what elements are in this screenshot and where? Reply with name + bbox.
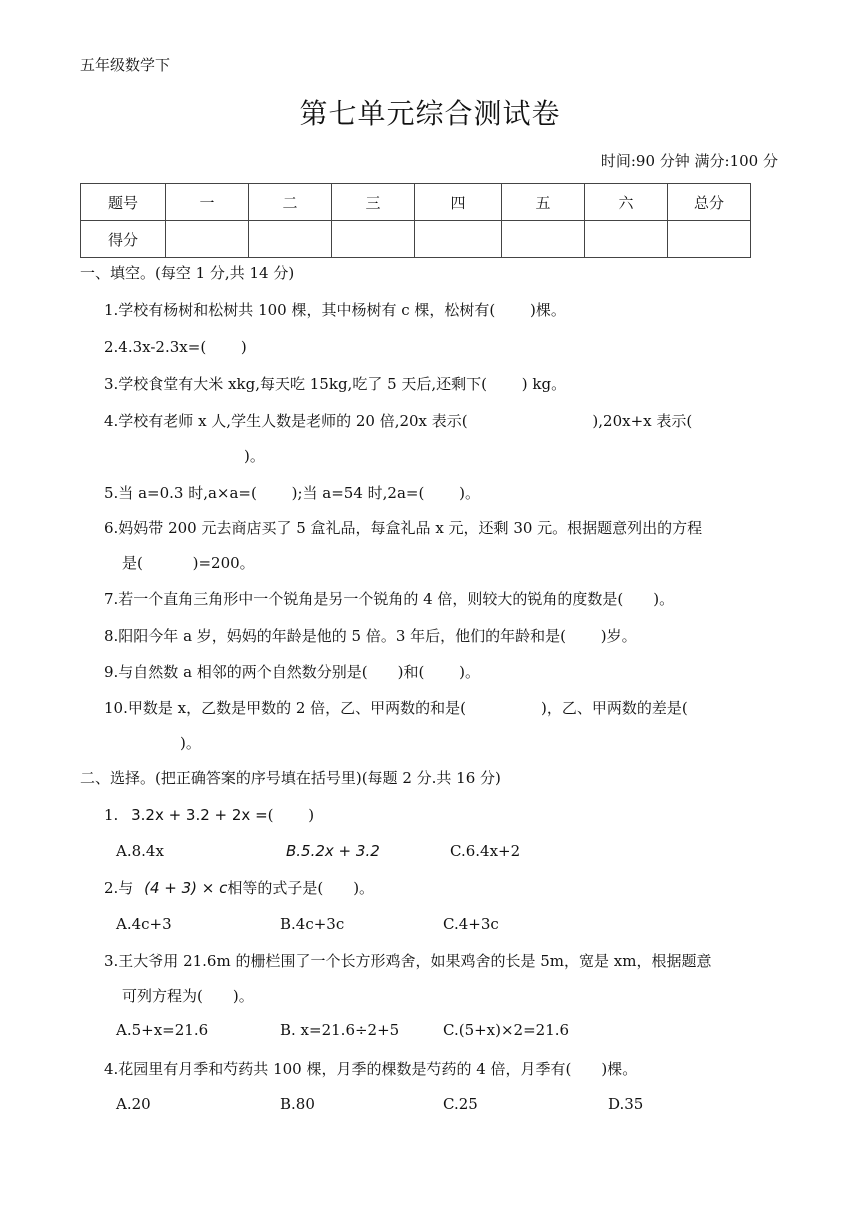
fill-question-6: 6.妈妈带 200 元去商店买了 5 盒礼品，每盒礼品 x 元，还剩 30 元。根据题意列出的方程 — [104, 519, 703, 537]
question-number: 1. — [104, 806, 119, 824]
score-cell: 三 — [332, 184, 415, 221]
choice-option-d[interactable]: D.35 — [608, 1095, 644, 1113]
math-expression: 3.2x + 3.2 + 2x = — [131, 806, 268, 824]
score-input-cell[interactable] — [332, 221, 415, 258]
fill-question-4: 4.学校有老师 x 人,学生人数是老师的 20 倍,20x 表示( ),20x+x 表示( — [104, 412, 693, 430]
fill-question-1: 1.学校有杨树和松树共 100 棵，其中杨树有 c 棵，松树有( )棵。 — [104, 301, 566, 319]
score-table-header-row — [81, 184, 751, 221]
choice-option-c[interactable]: C.4+3c — [443, 915, 499, 933]
fill-question-3: 3.学校食堂有大米 xkg,每天吃 15kg,吃了 5 天后,还剩下( ) kg。 — [104, 375, 567, 393]
score-input-cell[interactable] — [585, 221, 668, 258]
choice-option-a[interactable]: A.4c+3 — [116, 915, 172, 933]
choice-option-a[interactable]: A.20 — [116, 1095, 151, 1113]
exam-meta: 时间:90 分钟 满分:100 分 — [600, 152, 778, 170]
score-cell: 四 — [415, 184, 502, 221]
math-expression: (4 + 3) × c — [144, 879, 228, 897]
fill-question-8: 8.阳阳今年 a 岁，妈妈的年龄是他的 5 倍。3 年后，他们的年龄和是( )岁。 — [104, 627, 637, 645]
choice-option-b[interactable]: B.5.2x + 3.2 — [286, 842, 380, 860]
score-cell: 六 — [585, 184, 668, 221]
fill-question-9: 9.与自然数 a 相邻的两个自然数分别是( )和( )。 — [104, 663, 480, 681]
score-table — [80, 183, 751, 258]
fill-question-2: 2.4.3x-2.3x=( ) — [104, 338, 247, 356]
choice-question-3-cont: 可列方程为( )。 — [122, 987, 254, 1005]
score-input-cell[interactable] — [249, 221, 332, 258]
choice-question-1 — [104, 804, 314, 825]
choice-option-c[interactable]: C.6.4x+2 — [450, 842, 521, 860]
score-input-cell[interactable] — [502, 221, 585, 258]
score-input-cell[interactable] — [668, 221, 751, 258]
fill-question-10: 10.甲数是 x，乙数是甲数的 2 倍，乙、甲两数的和是( )，乙、甲两数的差是( — [104, 699, 688, 717]
choice-option-b[interactable]: B. x=21.6÷2+5 — [280, 1021, 400, 1039]
score-cell: 一 — [166, 184, 249, 221]
answer-blank: ( ) — [267, 806, 315, 824]
choice-option-c[interactable]: C.25 — [443, 1095, 478, 1113]
choice-option-a[interactable]: A.8.4x — [116, 842, 164, 860]
score-table-score-row — [81, 221, 751, 258]
score-cell: 五 — [502, 184, 585, 221]
fill-question-4-cont: )。 — [244, 447, 265, 465]
score-cell: 二 — [249, 184, 332, 221]
fill-question-5: 5.当 a=0.3 时,a×a=( );当 a=54 时,2a=( )。 — [104, 484, 480, 502]
score-input-cell[interactable] — [415, 221, 502, 258]
score-cell: 总分 — [668, 184, 751, 221]
fill-question-10-cont: )。 — [180, 734, 201, 752]
question-suffix: 相等的式子是( )。 — [227, 879, 375, 897]
question-prefix: 2.与 — [104, 879, 134, 897]
choice-option-c[interactable]: C.(5+x)×2=21.6 — [443, 1021, 570, 1039]
choice-option-a[interactable]: A.5+x=21.6 — [116, 1021, 209, 1039]
choice-option-b[interactable]: B.4c+3c — [280, 915, 345, 933]
choice-option-b[interactable]: B.80 — [280, 1095, 315, 1113]
choice-question-4: 4.花园里有月季和芍药共 100 棵，月季的棵数是芍药的 4 倍，月季有( )棵。 — [104, 1060, 638, 1078]
exam-title: 第七单元综合测试卷 — [299, 97, 561, 130]
choice-question-2 — [104, 877, 374, 898]
score-cell: 题号 — [81, 184, 166, 221]
section1-heading: 一、填空。(每空 1 分,共 14 分) — [80, 264, 295, 282]
fill-question-6-cont: 是( )=200。 — [122, 554, 255, 572]
choice-question-3: 3.王大爷用 21.6m 的栅栏围了一个长方形鸡舍，如果鸡舍的长是 5m，宽是 xm，根据题意 — [104, 952, 712, 970]
grade-label: 五年级数学下 — [80, 56, 171, 74]
fill-question-7: 7.若一个直角三角形中一个锐角是另一个锐角的 4 倍，则较大的锐角的度数是( )。 — [104, 590, 675, 608]
score-row-label: 得分 — [81, 221, 166, 258]
score-input-cell[interactable] — [166, 221, 249, 258]
section2-heading: 二、选择。(把正确答案的序号填在括号里)(每题 2 分.共 16 分) — [80, 769, 501, 787]
